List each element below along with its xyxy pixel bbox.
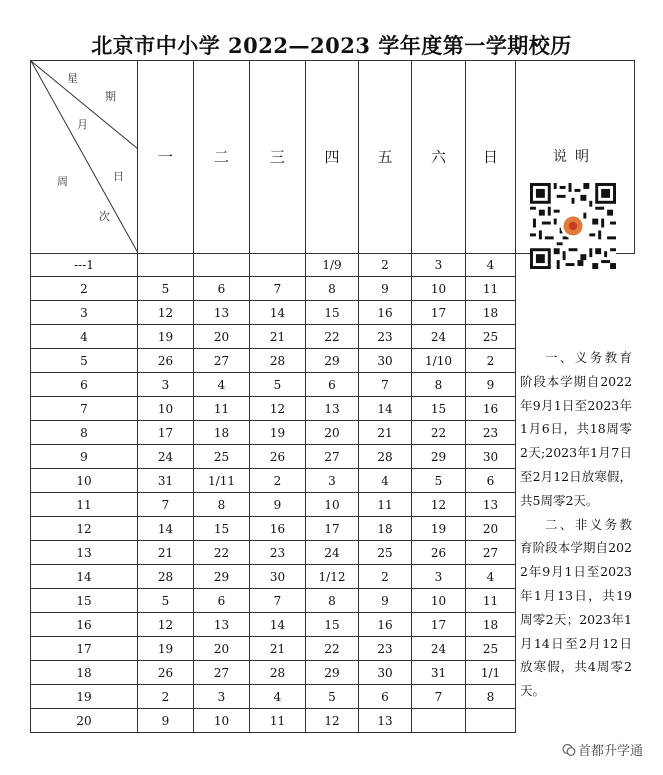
day-cell: 11 (466, 277, 516, 301)
day-cell: 30 (359, 661, 412, 685)
day-cell: 24 (412, 637, 466, 661)
week-number-cell: 2 (31, 277, 138, 301)
day-cell: 22 (194, 541, 250, 565)
week-number-cell: 8 (31, 421, 138, 445)
day-cell: 24 (412, 325, 466, 349)
day-cell: 4 (250, 685, 306, 709)
day-cell: 19 (412, 517, 466, 541)
day-cell: 27 (466, 541, 516, 565)
corner-label-qi: 期 (105, 90, 116, 103)
day-cell: 15 (194, 517, 250, 541)
day-cell: 13 (359, 709, 412, 733)
day-cell: 2 (250, 469, 306, 493)
day-cell: 12 (250, 397, 306, 421)
day-cell: 27 (194, 349, 250, 373)
day-cell: 3 (412, 254, 466, 277)
week-number-cell: 7 (31, 397, 138, 421)
day-cell: 17 (306, 517, 359, 541)
day-cell: 10 (306, 493, 359, 517)
day-cell: 13 (194, 613, 250, 637)
day-cell: 9 (138, 709, 194, 733)
corner-label-xing: 星 (67, 72, 78, 85)
day-cell: 31 (138, 469, 194, 493)
week-number-cell: 5 (31, 349, 138, 373)
day-cell: 1/9 (306, 254, 359, 277)
day-cell (250, 254, 306, 277)
notes-header: 说明 (553, 149, 597, 165)
notes-text (520, 346, 632, 703)
week-number-cell: 6 (31, 373, 138, 397)
corner-header-cell (31, 61, 138, 254)
day-cell: 26 (412, 541, 466, 565)
day-cell: 23 (466, 421, 516, 445)
day-cell: 11 (194, 397, 250, 421)
page-title: 北京市中小学 2022—2023 学年度第一学期校历 (91, 33, 572, 58)
day-cell: 25 (194, 445, 250, 469)
week-number-cell: 13 (31, 541, 138, 565)
day-cell: 23 (359, 637, 412, 661)
weekday-header: 六 (412, 61, 466, 254)
day-cell: 4 (466, 565, 516, 589)
week-number-cell: 16 (31, 613, 138, 637)
day-cell: 11 (466, 589, 516, 613)
day-cell: 29 (306, 661, 359, 685)
note-compulsory: 一、义务教育阶段本学期自2022年9月1日至2023年1月6日，共18周零2天;2023年1月7日至2月12日放寒假，共5周零2天。 (520, 350, 632, 508)
day-cell: 21 (250, 325, 306, 349)
day-cell: 6 (359, 685, 412, 709)
day-cell: 22 (306, 325, 359, 349)
day-cell: 16 (359, 613, 412, 637)
day-cell: 1/1 (466, 661, 516, 685)
day-cell: 2 (359, 254, 412, 277)
corner-label-ri: 日 (113, 170, 124, 183)
day-cell: 11 (250, 709, 306, 733)
day-cell: 4 (194, 373, 250, 397)
weekday-header: 三 (250, 61, 306, 254)
day-cell: 4 (359, 469, 412, 493)
corner-label-zhou: 周 (57, 175, 68, 188)
day-cell: 29 (306, 349, 359, 373)
watermark-text: 首都升学通 (577, 744, 643, 759)
day-cell: 10 (412, 589, 466, 613)
day-cell: 28 (359, 445, 412, 469)
day-cell: 11 (359, 493, 412, 517)
day-cell: 20 (194, 637, 250, 661)
day-cell: 18 (466, 301, 516, 325)
weekday-header: 日 (466, 61, 516, 254)
day-cell (412, 709, 466, 733)
day-cell: 9 (466, 373, 516, 397)
wechat-icon (562, 743, 576, 757)
day-cell: 14 (250, 613, 306, 637)
weekday-header: 一 (138, 61, 194, 254)
day-cell: 14 (250, 301, 306, 325)
day-cell: 30 (250, 565, 306, 589)
corner-label-yue: 月 (77, 118, 88, 131)
week-number-cell: 15 (31, 589, 138, 613)
week-number-cell: 12 (31, 517, 138, 541)
day-cell: 26 (138, 661, 194, 685)
day-cell: 10 (194, 709, 250, 733)
day-cell: 8 (306, 277, 359, 301)
day-cell: 13 (466, 493, 516, 517)
day-cell: 25 (359, 541, 412, 565)
day-cell: 20 (466, 517, 516, 541)
day-cell: 19 (138, 325, 194, 349)
corner-label-ci: 次 (99, 210, 110, 223)
day-cell: 24 (306, 541, 359, 565)
day-cell: 20 (194, 325, 250, 349)
week-row (31, 301, 635, 325)
week-number-cell: 9 (31, 445, 138, 469)
day-cell: 7 (250, 277, 306, 301)
day-cell: 7 (412, 685, 466, 709)
note-non-compulsory: 二、非义务教育阶段本学期自2022年9月1日至2023年1月13日，共19周零2天；2023年1月14日至2月12日放寒假，共4周零2天。 (520, 516, 632, 699)
day-cell: 1/11 (194, 469, 250, 493)
day-cell: 2 (359, 565, 412, 589)
day-cell: 19 (250, 421, 306, 445)
day-cell: 14 (138, 517, 194, 541)
day-cell: 5 (138, 277, 194, 301)
diagonal-lines (31, 61, 138, 253)
day-cell: 3 (138, 373, 194, 397)
day-cell: 28 (250, 349, 306, 373)
day-cell: 14 (359, 397, 412, 421)
week-row (31, 277, 635, 301)
day-cell: 3 (194, 685, 250, 709)
day-cell: 23 (359, 325, 412, 349)
weekday-header: 五 (359, 61, 412, 254)
day-cell: 2 (138, 685, 194, 709)
day-cell: 28 (138, 565, 194, 589)
day-cell: 18 (466, 613, 516, 637)
day-cell: 10 (412, 277, 466, 301)
day-cell: 17 (138, 421, 194, 445)
day-cell: 16 (466, 397, 516, 421)
day-cell: 25 (466, 325, 516, 349)
week-number-cell: 10 (31, 469, 138, 493)
header-row (31, 61, 635, 254)
day-cell: 12 (306, 709, 359, 733)
day-cell: 26 (250, 445, 306, 469)
week-row (31, 325, 635, 349)
day-cell: 6 (466, 469, 516, 493)
day-cell: 28 (250, 661, 306, 685)
week-number-cell: 14 (31, 565, 138, 589)
day-cell: 24 (138, 445, 194, 469)
day-cell: 22 (306, 637, 359, 661)
week-number-cell: 19 (31, 685, 138, 709)
day-cell: 29 (412, 445, 466, 469)
day-cell: 17 (412, 301, 466, 325)
day-cell: 10 (138, 397, 194, 421)
day-cell: 7 (250, 589, 306, 613)
day-cell: 12 (412, 493, 466, 517)
day-cell (194, 254, 250, 277)
day-cell: 3 (306, 469, 359, 493)
day-cell: 17 (412, 613, 466, 637)
day-cell: 25 (466, 637, 516, 661)
day-cell: 8 (412, 373, 466, 397)
day-cell: 3 (412, 565, 466, 589)
week-number-cell: 20 (31, 709, 138, 733)
day-cell: 7 (359, 373, 412, 397)
day-cell: 9 (250, 493, 306, 517)
school-calendar-table (30, 60, 635, 733)
day-cell: 1/10 (412, 349, 466, 373)
week-row (31, 709, 635, 733)
day-cell: 2 (466, 349, 516, 373)
week-number-cell: 4 (31, 325, 138, 349)
week-number-cell: 11 (31, 493, 138, 517)
day-cell: 15 (412, 397, 466, 421)
day-cell: 5 (306, 685, 359, 709)
day-cell: 22 (412, 421, 466, 445)
day-cell: 9 (359, 277, 412, 301)
day-cell: 8 (466, 685, 516, 709)
day-cell: 13 (194, 301, 250, 325)
week-number-cell: 18 (31, 661, 138, 685)
day-cell: 12 (138, 613, 194, 637)
week-number-cell: 3 (31, 301, 138, 325)
day-cell: 9 (359, 589, 412, 613)
day-cell: 16 (359, 301, 412, 325)
day-cell: 18 (359, 517, 412, 541)
day-cell: 16 (250, 517, 306, 541)
day-cell: 8 (306, 589, 359, 613)
week-number-cell: ---1 (31, 254, 138, 277)
day-cell: 5 (138, 589, 194, 613)
day-cell: 7 (138, 493, 194, 517)
weekday-header: 四 (306, 61, 359, 254)
day-cell: 4 (466, 254, 516, 277)
day-cell: 6 (306, 373, 359, 397)
day-cell (466, 709, 516, 733)
day-cell: 30 (466, 445, 516, 469)
day-cell: 27 (306, 445, 359, 469)
day-cell: 5 (250, 373, 306, 397)
day-cell: 23 (250, 541, 306, 565)
notes-column (516, 61, 635, 699)
day-cell: 29 (194, 565, 250, 589)
day-cell: 13 (306, 397, 359, 421)
day-cell: 21 (138, 541, 194, 565)
day-cell: 27 (194, 661, 250, 685)
day-cell: 6 (194, 277, 250, 301)
watermark (562, 740, 643, 759)
day-cell: 15 (306, 301, 359, 325)
day-cell: 1/12 (306, 565, 359, 589)
day-cell: 8 (194, 493, 250, 517)
qr-code-icon (530, 183, 616, 269)
day-cell: 31 (412, 661, 466, 685)
day-cell: 6 (194, 589, 250, 613)
day-cell: 30 (359, 349, 412, 373)
day-cell: 18 (194, 421, 250, 445)
day-cell: 12 (138, 301, 194, 325)
day-cell: 5 (412, 469, 466, 493)
day-cell: 21 (250, 637, 306, 661)
day-cell: 26 (138, 349, 194, 373)
day-cell: 20 (306, 421, 359, 445)
day-cell: 21 (359, 421, 412, 445)
day-cell (138, 254, 194, 277)
weekday-header: 二 (194, 61, 250, 254)
week-number-cell: 17 (31, 637, 138, 661)
day-cell: 15 (306, 613, 359, 637)
day-cell: 19 (138, 637, 194, 661)
